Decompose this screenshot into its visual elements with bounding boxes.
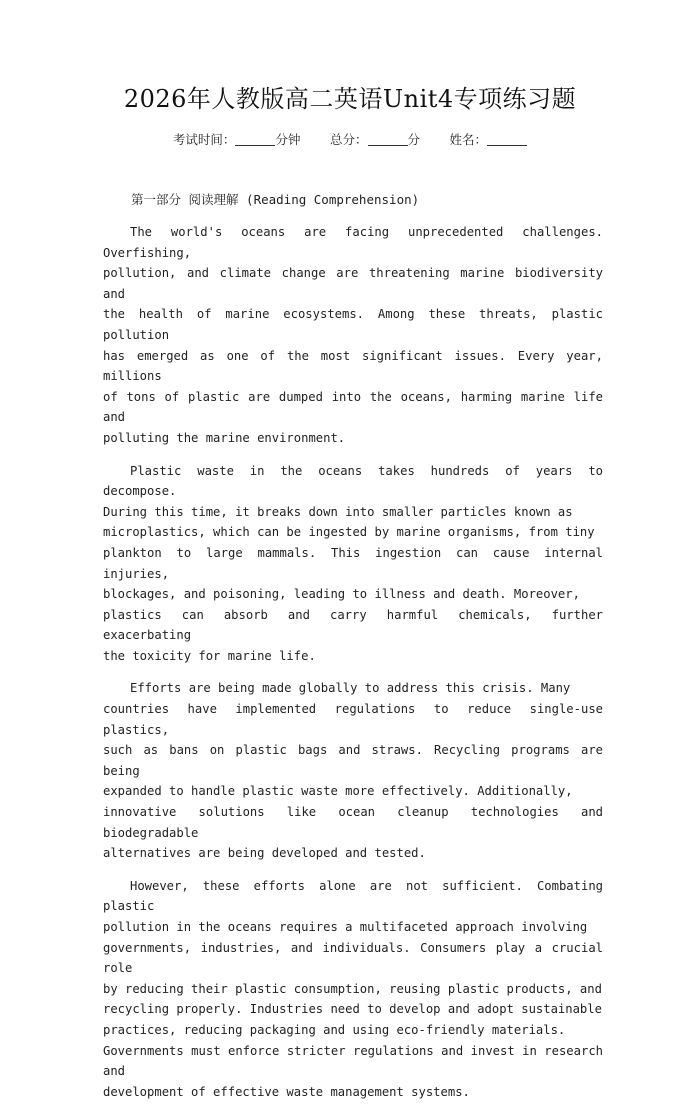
passage-paragraph-3: Efforts are being made globally to address this crisis. Many countries have implemented regulations to reduce single-use plastics, such as bans on plastic bags and straws. Recycling programs are being expanded to handle plastic waste more effectively. Additionally, innovative solutions like ocean cleanup technologies and biodegradable alternatives are being developed and tested. <box>103 681 603 861</box>
total-score-field <box>330 131 420 149</box>
exam-time-field <box>173 131 301 149</box>
passage-paragraph-1: The world's oceans are facing unprecedented challenges. Overfishing, pollution, and climate change are threatening marine biodiversity and the health of marine ecosystems. Among these threats, plastic pollution has emerged as one of the most significant issues. Every year, millions of tons of plastic are dumped into the oceans, harming marine life and polluting the marine environment. <box>103 225 603 445</box>
exam-time-label: 考试时间： <box>172 132 236 147</box>
student-name-blank <box>487 133 527 146</box>
passage-paragraph-4: However, these efforts alone are not sufficient. Combating plastic pollution in the oceans requires a multifaceted approach involving governments, industries, and individuals. Consumers play a crucial role by reducing their plastic consumption, reusing plastic products, and recycling properly. Industries need to develop and adopt sustainable practices, reducing packaging and using eco-friendly materials. Governments must enforce stricter regulations and invest in research and development of effective waste management systems. <box>103 878 603 1099</box>
total-score-unit: 分 <box>407 132 421 147</box>
student-name-field <box>450 131 528 149</box>
passage-paragraph-2: Plastic waste in the oceans takes hundreds of years to decompose. During this time, it breaks down into smaller particles known as microplastics, which can be ingested by marine organisms, from tiny plankton to large mammals. This ingestion can cause internal injuries, blockages, and poisoning, leading to illness and death. Moreover, plastics can absorb and carry harmful chemicals, further exacerbating the toxicity for marine life. <box>103 463 603 663</box>
exam-info-row <box>0 131 700 149</box>
exam-time-blank <box>235 133 275 146</box>
document-title: 2026年人教版高二英语Unit4专项练习题 <box>123 85 577 113</box>
exam-time-unit: 分钟 <box>275 132 301 147</box>
total-score-blank <box>368 133 408 146</box>
reading-passage <box>103 222 603 1114</box>
total-score-label: 总分： <box>329 132 368 147</box>
section-heading: 第一部分 阅读理解 (Reading Comprehension) <box>131 192 420 207</box>
student-name-label: 姓名： <box>449 132 488 147</box>
